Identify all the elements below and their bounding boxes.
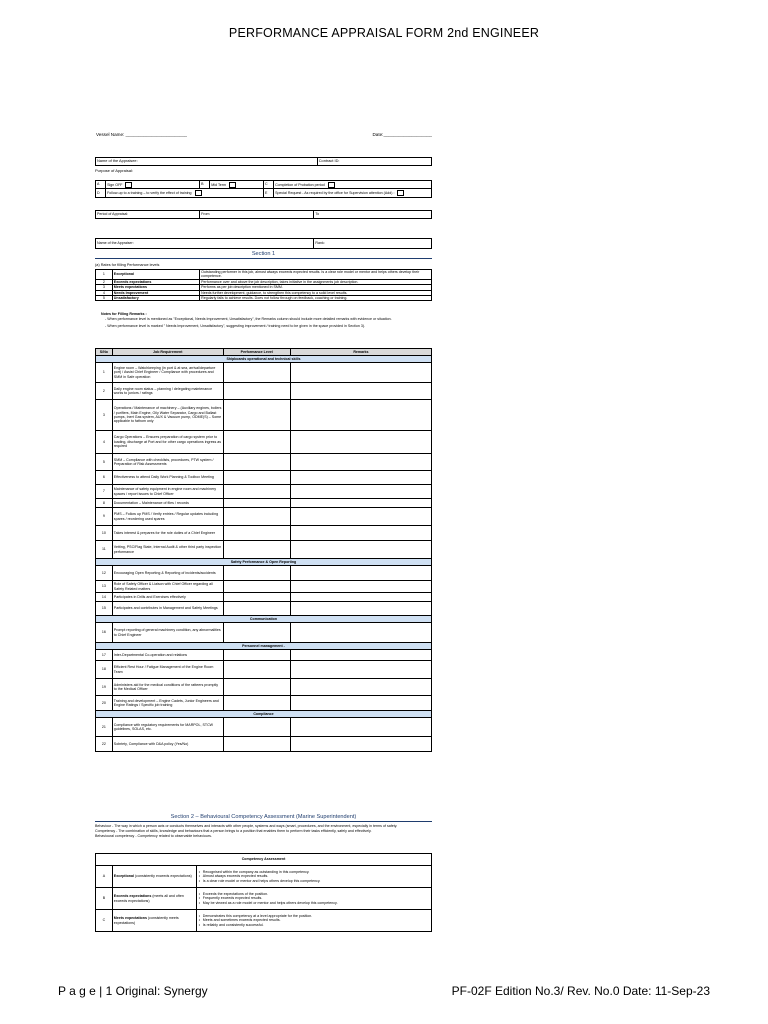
vessel-name-field[interactable]: Vessel Name: ________________________ (96, 132, 187, 137)
table-row (96, 737, 432, 752)
bullet-item: • Frequently exceeds expected results. (203, 896, 430, 900)
definition-behavioural: Behavioural competency - Competency related to observable behaviours. (95, 833, 212, 838)
remarks-cell[interactable] (290, 718, 431, 737)
competency-bullets (196, 888, 431, 910)
purpose-mid-term[interactable] (210, 181, 264, 189)
performance-level-cell[interactable] (223, 454, 290, 471)
group-heading: Personnel management - (96, 643, 432, 650)
competency-label: Exceptional (113, 874, 134, 879)
row-number: 7 (96, 485, 113, 499)
remarks-cell[interactable] (290, 508, 431, 526)
rating-intro: (a) Rates for filling Performance levels (95, 263, 160, 267)
bullet-item: • Demonstrates this competency at a level appropriate for the position. (203, 914, 430, 918)
job-requirement: Daily engine room status – planning / delegating maintenance works to juniors / ratings (112, 383, 223, 400)
definition-behaviour: Behaviour - The way in which a person acts or conducts themselves and interacts with other people, systems and ways (smart, procedures, and the environment, especially in terms of safety. (95, 824, 398, 828)
job-requirement: Inter-Departmental Co-operation and relations (112, 650, 223, 661)
rating-number: 1 (96, 270, 113, 280)
group-heading: Compliance (96, 711, 432, 718)
group-heading-row (96, 356, 432, 363)
job-requirement: Cargo Operations – Ensures preparation of cargo system prior to loading, discharge at Port and for other cargo operations ingress as required (112, 431, 223, 454)
note-1: - When performance level is mentioned as "Exceptional, Needs Improvement, Unsatisfactory", the Remarks column should include more detailed remarks with evidence or situation. (105, 317, 392, 322)
table-row (96, 471, 432, 485)
rating-number: 2 (96, 279, 113, 284)
row-number: 6 (96, 471, 113, 485)
probation-checkbox[interactable] (328, 182, 335, 188)
table-row (96, 581, 432, 593)
performance-level-cell[interactable] (223, 650, 290, 661)
group-heading: Safety Performance & Open Reporting (96, 559, 432, 566)
job-requirement: Takes interest & prepares for the role duties of a Chief Engineer (112, 526, 223, 541)
notes-block (95, 312, 432, 329)
definition-competency: Competency - The combination of skills, knowledge and behaviours that a person brings to a position that enables them to perform their tasks efficiently, safely and effectively. (95, 828, 372, 833)
job-requirement: Vetting, PSC/Flag State, Internal Audit & other third party inspection performance (112, 541, 223, 559)
vessel-line (96, 132, 432, 137)
purpose-b-letter: B (200, 181, 210, 189)
row-number: 1 (96, 363, 113, 383)
rating-row (96, 270, 432, 280)
remarks-cell[interactable] (290, 696, 431, 711)
job-requirements-table (95, 348, 432, 752)
remarks-cell[interactable] (290, 485, 431, 499)
header-remarks: Remarks (290, 349, 431, 356)
competency-row (96, 910, 432, 932)
job-requirement: Operations / Maintenance of machinery – (Auxiliary engines, boilers / purifiers, Main Engine, Oily Water Separator, Cargo and Ballast pumps, Inert Gas system, AUX & Vacuum pump, ODME(S) – Some applicable to fathom only (112, 400, 223, 431)
row-number: 2 (96, 383, 113, 400)
table-row (96, 485, 432, 499)
remarks-cell[interactable] (290, 581, 431, 593)
remarks-cell[interactable] (290, 602, 431, 616)
performance-level-cell[interactable] (223, 593, 290, 602)
rating-row (96, 296, 432, 301)
row-number: 15 (96, 602, 113, 616)
form-title: PERFORMANCE APPRAISAL FORM 2nd ENGINEER (228, 26, 540, 40)
period-from-field[interactable]: From (200, 211, 314, 219)
competency-note: (consistently exceeds expectations) (134, 874, 192, 879)
remarks-cell[interactable] (290, 499, 431, 508)
remarks-cell[interactable] (290, 623, 431, 643)
rating-table (95, 269, 432, 301)
appraiser-name-field[interactable]: Name of the Appraiser: (96, 239, 314, 249)
group-heading-row (96, 616, 432, 623)
remarks-cell[interactable] (290, 541, 431, 559)
purpose-a-letter: A (96, 181, 106, 189)
competency-label-cell (112, 866, 196, 888)
table-row (96, 383, 432, 400)
table-row (96, 602, 432, 616)
rating-number: 3 (96, 285, 113, 290)
remarks-cell[interactable] (290, 400, 431, 431)
performance-level-cell[interactable] (223, 623, 290, 643)
row-number: 16 (96, 623, 113, 643)
mid-term-label: Mid Term (211, 182, 226, 187)
row-number: 4 (96, 431, 113, 454)
performance-level-cell[interactable] (223, 541, 290, 559)
header-job: Job Requirement (112, 349, 223, 356)
competency-label: Meets expectations (113, 916, 147, 921)
table-row (96, 508, 432, 526)
performance-level-cell[interactable] (223, 400, 290, 431)
competency-letter: A (96, 866, 113, 888)
performance-level-cell[interactable] (223, 581, 290, 593)
table-row (96, 400, 432, 431)
row-number: 19 (96, 679, 113, 696)
competency-letter: B (96, 888, 113, 910)
competency-row (96, 866, 432, 888)
competency-table (95, 853, 432, 932)
rating-description: Performs as per job description mentioned in SMM. (200, 285, 432, 290)
rating-description: Outstanding performer in this job, almost always exceeds expected results. Is a clear role model or mentor and helps others develop their competence. (200, 270, 432, 280)
section-2-rule (95, 821, 432, 822)
bullet-list (198, 892, 430, 905)
probation-label: Completion of Probation period (275, 182, 325, 187)
purpose-d-letter: D (96, 189, 106, 198)
table-row (96, 661, 432, 679)
row-number: 13 (96, 581, 113, 593)
training-label: Follow-up to a training – to verify the effect of training (107, 190, 192, 195)
job-requirement: Effectiveness to attend Daily Work Planning & Toolbox Meeting (112, 471, 223, 485)
row-number: 10 (96, 526, 113, 541)
sign-off-label: Sign OFF (107, 182, 123, 187)
group-heading-row (96, 643, 432, 650)
sign-off-checkbox[interactable] (125, 182, 132, 188)
definitions-block (95, 824, 432, 838)
rating-description: Needs further development, guidance, to strengthen this competency to a solid level results. (200, 290, 432, 295)
performance-level-cell[interactable] (223, 602, 290, 616)
job-requirement: SMM – Compliance with checklists, procedures, PTW system / Preparation of Risk Assessments (112, 454, 223, 471)
rating-level: Meets expectations (112, 285, 199, 290)
group-heading: Communication (96, 616, 432, 623)
remarks-cell[interactable] (290, 737, 431, 752)
remarks-cell[interactable] (290, 471, 431, 485)
notes-title: Notes for Filling Remarks : (101, 312, 147, 316)
table-row (96, 696, 432, 711)
competency-label-cell (112, 888, 196, 910)
purpose-e-letter: E (263, 189, 273, 198)
appraiser-rank-field[interactable]: Rank: (314, 239, 432, 249)
bullet-item: • Recognised within the company as outstanding in this competency. (203, 870, 430, 874)
job-requirement: Encouraging Open Reporting & Reporting of incidents/accidents (112, 566, 223, 581)
remarks-cell[interactable] (290, 566, 431, 581)
remarks-cell[interactable] (290, 431, 431, 454)
competency-title: Competency Assessment (96, 854, 432, 866)
bullet-item: • Is a clear role model or mentor and helps others develop this competency. (203, 879, 430, 883)
purpose-special[interactable] (274, 189, 432, 198)
table-row (96, 718, 432, 737)
performance-level-cell[interactable] (223, 526, 290, 541)
purpose-table (95, 180, 432, 198)
table-row (96, 650, 432, 661)
group-heading-row (96, 559, 432, 566)
row-number: 11 (96, 541, 113, 559)
bullet-item: • Meets and sometimes exceeds expected results. (203, 918, 430, 922)
remarks-cell[interactable] (290, 383, 431, 400)
remarks-cell[interactable] (290, 661, 431, 679)
section-1-rule (95, 258, 432, 259)
job-requirement: Prompt reporting of general machinery condition, any abnormalities to Chief Engineer (112, 623, 223, 643)
rating-level: Exceptional (112, 270, 199, 280)
performance-level-cell[interactable] (223, 508, 290, 526)
competency-label: Exceeds expectations (113, 894, 152, 899)
rating-description: Regularly fails to achieve results. Does not follow through on feedback, coaching or training. (200, 296, 432, 301)
mid-term-checkbox[interactable] (229, 182, 236, 188)
date-field[interactable]: Date:___________________ (372, 132, 432, 137)
job-requirement: Training and development – Engine Cadets, Junior Engineers and Engine Ratings / Specific job training (112, 696, 223, 711)
job-requirement: Maintenance of safety equipment in engine room and machinery spaces / report issues to Chief Officer (112, 485, 223, 499)
row-number: 22 (96, 737, 113, 752)
purpose-c-letter: C (263, 181, 273, 189)
rating-number: 4 (96, 290, 113, 295)
bullet-item: • May be viewed as a role model or mentor and helps others develop this competency. (203, 901, 430, 905)
appraisee-block (95, 157, 432, 166)
performance-level-cell[interactable] (223, 737, 290, 752)
appraiser-block (95, 238, 432, 249)
performance-level-cell[interactable] (223, 499, 290, 508)
bullet-item: • Exceeds the expectations of the position. (203, 892, 430, 896)
rating-description: Performance over and above the job description, takes initiative in the assignments job description. (200, 279, 432, 284)
section-1-heading: Section 1 (251, 251, 276, 257)
performance-level-cell[interactable] (223, 431, 290, 454)
performance-level-cell[interactable] (223, 363, 290, 383)
performance-level-cell[interactable] (223, 696, 290, 711)
table-row (96, 363, 432, 383)
group-heading-row (96, 711, 432, 718)
remarks-cell[interactable] (290, 593, 431, 602)
period-block (95, 210, 432, 219)
remarks-cell[interactable] (290, 650, 431, 661)
bullet-list (198, 914, 430, 927)
group-heading: Shipboards operational and technical skills (96, 356, 432, 363)
job-requirement: Administers aid for the medical conditions of the ratteers promptly to the Medical Officer (112, 679, 223, 696)
table-row (96, 526, 432, 541)
note-2: - When performance level is marked " Needs Improvement, Unsatisfactory", suggesting improvement / training need to be given in the space provided in Section 3). (105, 323, 366, 328)
job-requirement: Efficient Rest Hour / Fatigue Management of the Engine Room Team (112, 661, 223, 679)
performance-level-cell[interactable] (223, 471, 290, 485)
row-number: 17 (96, 650, 113, 661)
purpose-probation[interactable] (274, 181, 432, 189)
competency-row (96, 888, 432, 910)
rating-level: Needs Improvement (112, 290, 199, 295)
contract-id-field[interactable]: Contract ID: (317, 158, 431, 166)
header-sno: S/No (96, 349, 113, 356)
table-row (96, 566, 432, 581)
table-row (96, 541, 432, 559)
special-checkbox[interactable] (397, 190, 404, 196)
row-number: 18 (96, 661, 113, 679)
rating-level: Unsatisfactory (112, 296, 199, 301)
performance-level-cell[interactable] (223, 485, 290, 499)
performance-level-cell[interactable] (223, 383, 290, 400)
job-requirement: Participates and contributes in Management and Safety Meetings (112, 602, 223, 616)
row-number: 8 (96, 499, 113, 508)
bullet-list (198, 870, 430, 883)
period-label: Period of Appraisal: (96, 211, 200, 219)
job-requirement: PMS – Follow up PMS / Verify entries / Regular updates including spares / reordering used spares (112, 508, 223, 526)
row-number: 5 (96, 454, 113, 471)
job-requirement: Compliance with regulatory requirements for MARPOL, STCW guidelines, SOLAS, etc. (112, 718, 223, 737)
footer-edition-info: PF-02F Edition No.3/ Rev. No.0 Date: 11-Sep-23 (451, 984, 710, 998)
job-requirement: Sobriety, Compliance with D&A policy (Yes/No) (112, 737, 223, 752)
rating-number: 5 (96, 296, 113, 301)
row-number: 9 (96, 508, 113, 526)
competency-note: (consistently meets expectations) (113, 916, 179, 925)
bullet-item: • Is reliably and consistently successful. (203, 923, 430, 927)
table-row (96, 431, 432, 454)
purpose-title: Purpose of Appraisal: (95, 168, 134, 173)
bullet-item: • Almost always exceeds expected results. (203, 874, 430, 878)
row-number: 20 (96, 696, 113, 711)
job-requirement: Engine room – Watchkeeping (in port & at sea, arrival/departure port) / Assist Chief Engineer / Compliance with procedures and SMM in Safe operation (112, 363, 223, 383)
rating-level: Exceeds expectations (112, 279, 199, 284)
table-row (96, 593, 432, 602)
remarks-cell[interactable] (290, 679, 431, 696)
purpose-sign-off[interactable] (106, 181, 200, 189)
job-requirement: Participates in Drills and Exercises effectively (112, 593, 223, 602)
special-label: Special Request - As required by the office for Supervision attention (Add) : (275, 190, 395, 195)
row-number: 21 (96, 718, 113, 737)
performance-level-cell[interactable] (223, 679, 290, 696)
competency-label-cell (112, 910, 196, 932)
performance-level-cell[interactable] (223, 718, 290, 737)
purpose-training[interactable] (106, 189, 264, 198)
job-requirement: Role of Safety Officer & Liaison with Chief Officer regarding all Safety Related matters (112, 581, 223, 593)
performance-level-cell[interactable] (223, 566, 290, 581)
competency-bullets (196, 910, 431, 932)
footer-page-info: P a g e | 1 Original: Synergy (58, 984, 208, 998)
remarks-cell[interactable] (290, 363, 431, 383)
row-number: 12 (96, 566, 113, 581)
table-row (96, 679, 432, 696)
remarks-cell[interactable] (290, 454, 431, 471)
performance-level-cell[interactable] (223, 661, 290, 679)
table-row (96, 454, 432, 471)
competency-letter: C (96, 910, 113, 932)
header-level: Performance Level (223, 349, 290, 356)
row-number: 3 (96, 400, 113, 431)
job-requirement: Documentation – Maintenance of files / records (112, 499, 223, 508)
training-checkbox[interactable] (195, 190, 202, 196)
table-row (96, 623, 432, 643)
period-to-field[interactable]: To (314, 211, 432, 219)
competency-note: (meets all and often exceeds expectations) (113, 894, 184, 903)
row-number: 14 (96, 593, 113, 602)
remarks-cell[interactable] (290, 526, 431, 541)
section-2-heading: Section 2 – Behavioural Competency Assessment (Marine Superintendent) (170, 814, 357, 820)
competency-bullets (196, 866, 431, 888)
appraisee-name-field[interactable]: Name of the Appraisee: (96, 158, 318, 166)
table-row (96, 499, 432, 508)
